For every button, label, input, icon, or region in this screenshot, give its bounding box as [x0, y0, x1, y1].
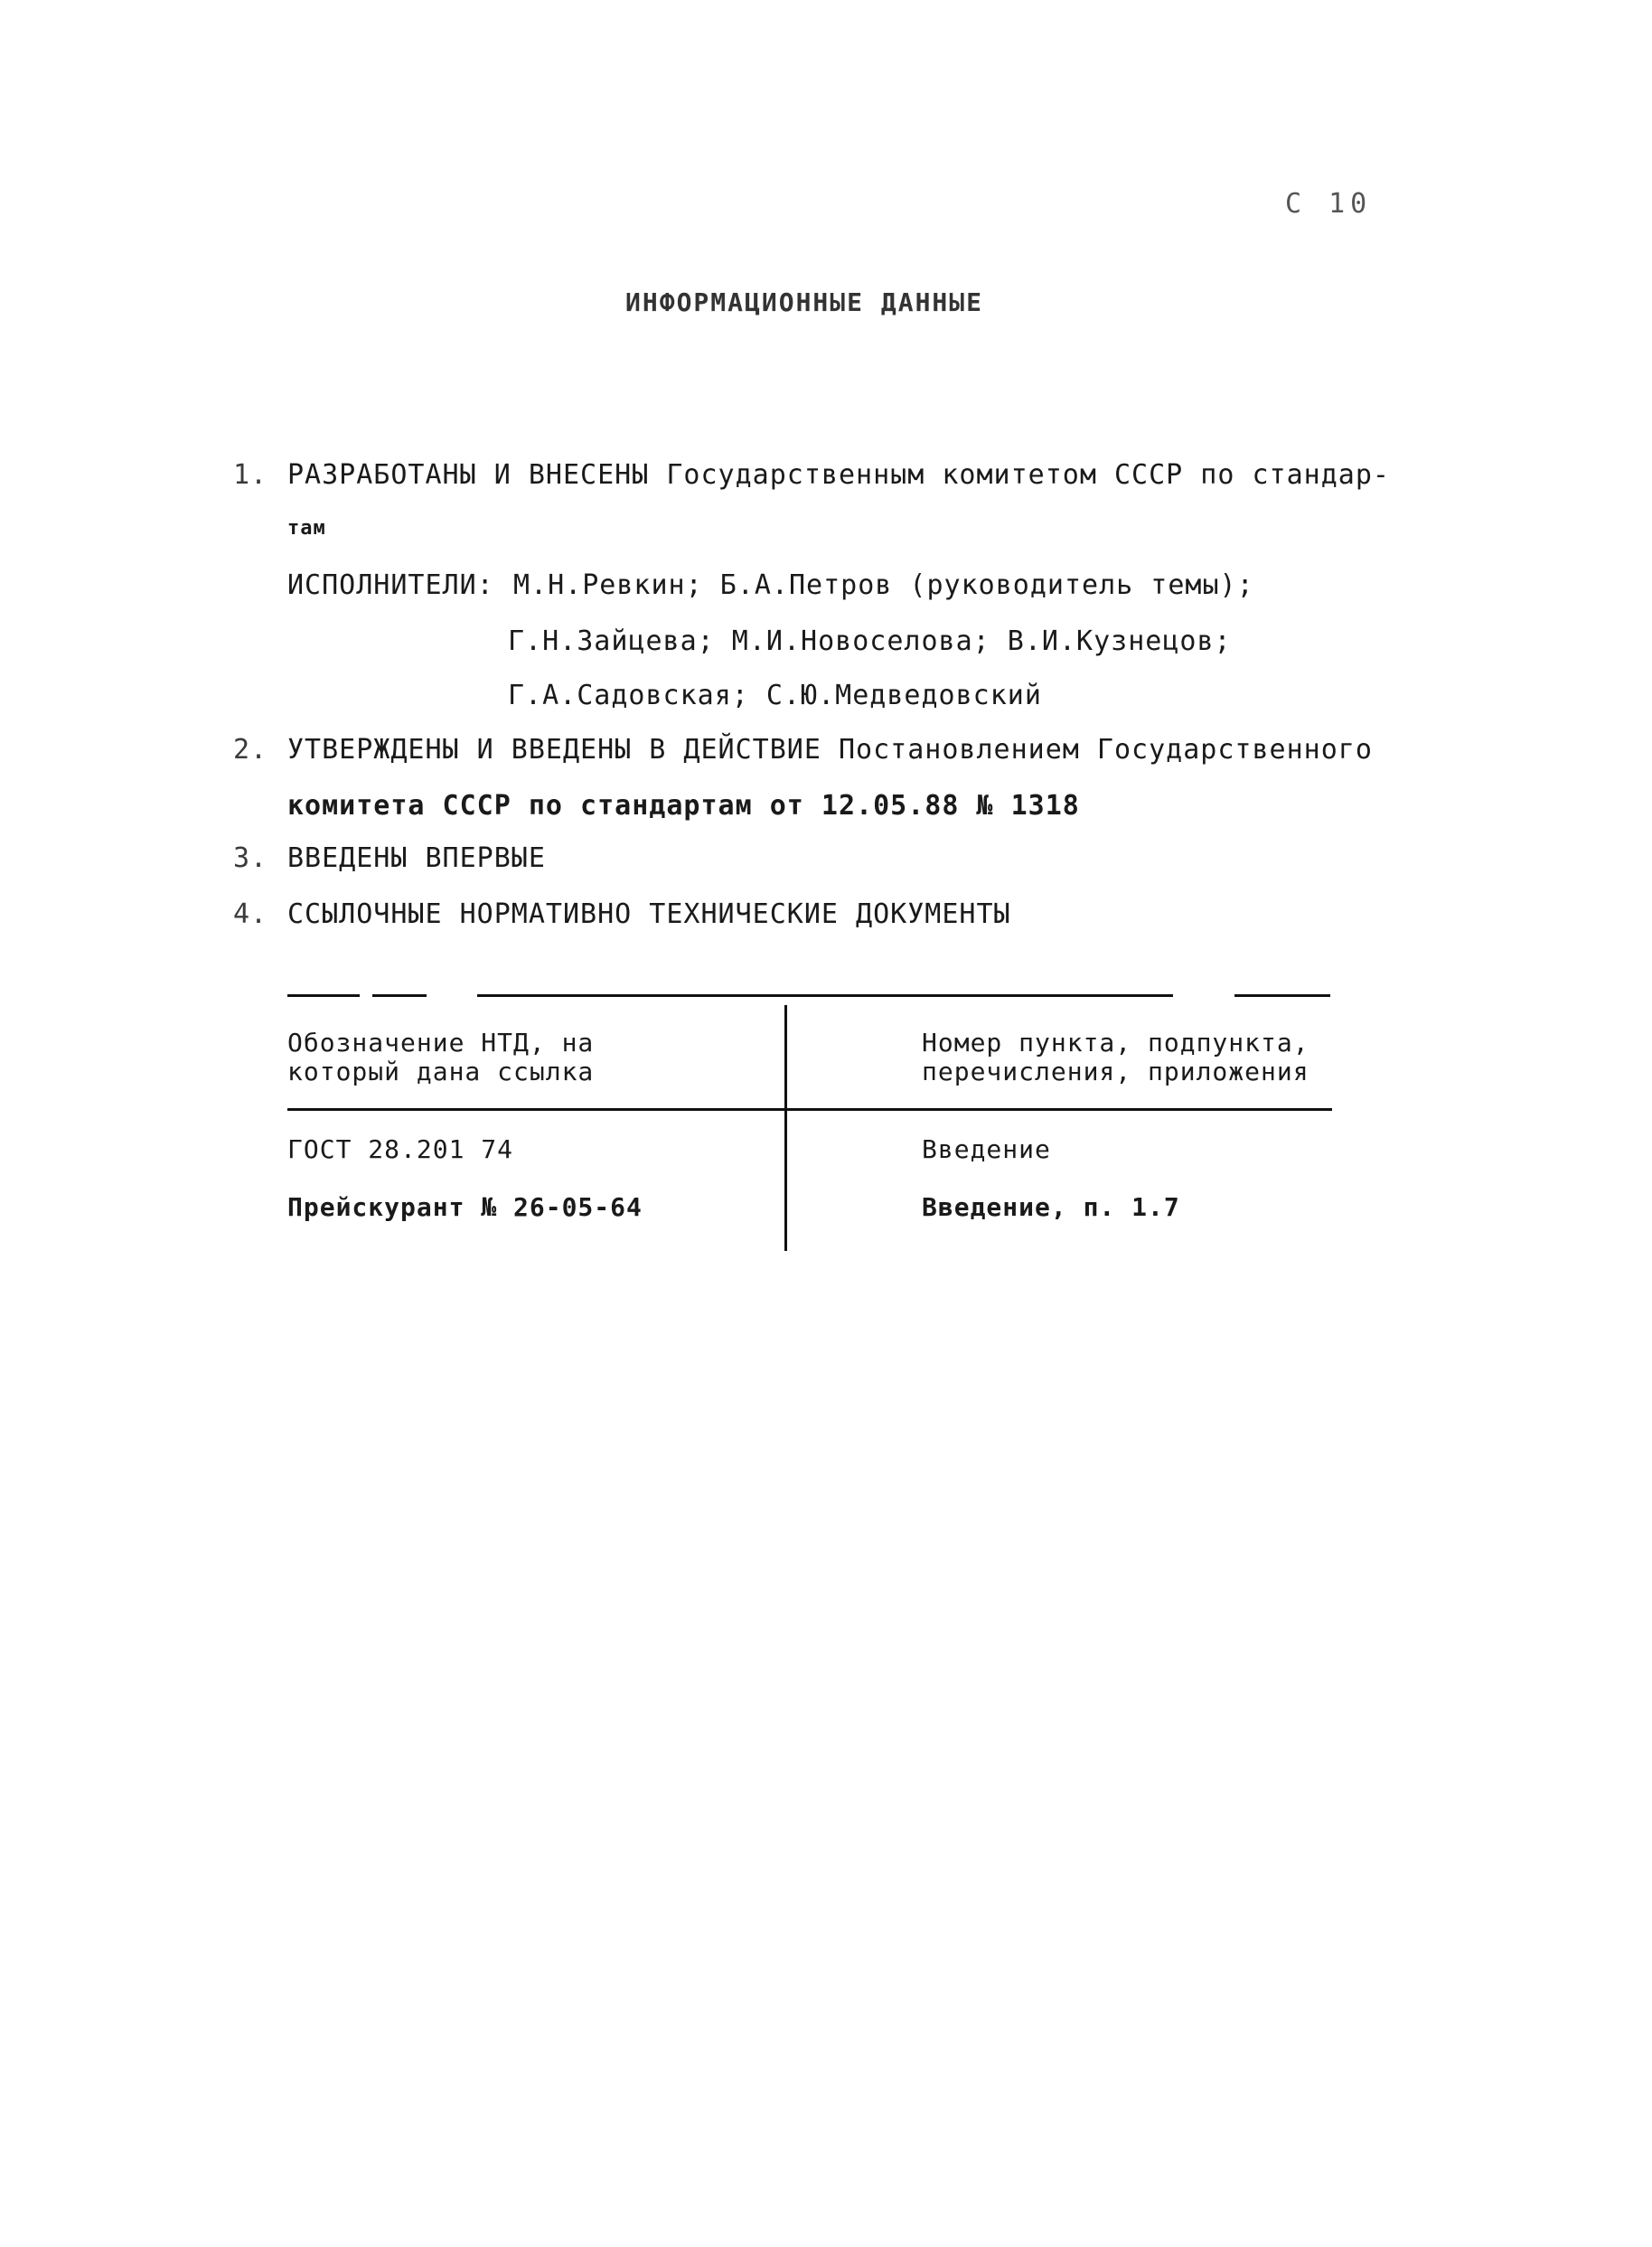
item-1-number: 1. — [233, 459, 268, 491]
table-header-designation: Обозначение НТД, на который дана ссылка — [287, 1028, 595, 1086]
item-2-text-cont: комитета СССР по стандартам от 12.05.88 № 1318 — [287, 790, 1080, 822]
table-cell-designation: Прейскурант № 26-05-64 — [287, 1192, 643, 1222]
table-cell-clause: Введение — [922, 1134, 1051, 1164]
item-1-text-cont: там — [287, 517, 326, 540]
executors-line-3: Г.А.Садовская; С.Ю.Медведовский — [508, 680, 1042, 711]
table-top-rule — [287, 994, 360, 997]
table-top-rule — [1234, 994, 1330, 997]
table-cell-designation: ГОСТ 28.201 74 — [287, 1134, 514, 1164]
item-1-text: РАЗРАБОТАНЫ И ВНЕСЕНЫ Государственным комитетом СССР по стандар- — [287, 459, 1390, 491]
table-header-clause: Номер пункта, подпункта, перечисления, приложения — [922, 1028, 1309, 1086]
table-top-rule — [477, 994, 1173, 997]
item-2-text: УТВЕРЖДЕНЫ И ВВЕДЕНЫ В ДЕЙСТВИЕ Постановлением Государственного — [287, 734, 1373, 766]
item-2-number: 2. — [233, 734, 268, 766]
table-cell-clause: Введение, п. 1.7 — [922, 1192, 1180, 1222]
executors-label: ИСПОЛНИТЕЛИ: — [287, 569, 494, 601]
document-title: ИНФОРМАЦИОННЫЕ ДАННЫЕ — [625, 287, 984, 317]
item-3-text: ВВЕДЕНЫ ВПЕРВЫЕ — [287, 842, 546, 874]
item-4-text: ССЫЛОЧНЫЕ НОРМАТИВНО ТЕХНИЧЕСКИЕ ДОКУМЕНТЫ — [287, 898, 1011, 930]
table-column-divider — [784, 1005, 787, 1251]
executors-line-1: М.Н.Ревкин; Б.А.Петров (руководитель темы); — [513, 569, 1254, 601]
table-header-rule — [287, 1108, 1332, 1111]
item-3-number: 3. — [233, 842, 268, 874]
item-4-number: 4. — [233, 898, 268, 930]
page-number: С 10 — [1285, 188, 1373, 220]
executors-line-2: Г.Н.Зайцева; М.И.Новоселова; В.И.Кузнецов; — [508, 625, 1232, 657]
table-top-rule — [372, 994, 427, 997]
